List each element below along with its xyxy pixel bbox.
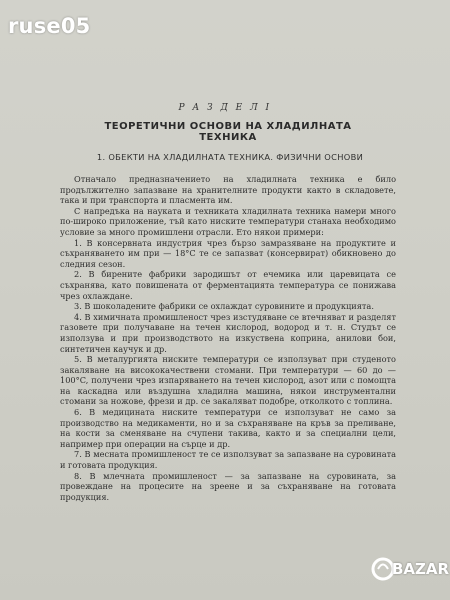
watermark: ruse05 xyxy=(8,14,91,38)
body-text xyxy=(60,174,396,502)
bazar-logo xyxy=(370,548,448,598)
paragraph: 4. В химичната промишленост чрез изстудяване се втечняват и разделят газовете при получаване на течен кислород, водород и т. н. Студът се използува и при производството на изкуствена коприна, анилови бои, синтетичен каучук и др. xyxy=(60,311,396,354)
bazar-logo-text: BAZAR xyxy=(392,560,450,578)
paragraph: 3. В шоколадените фабрики се охлаждат суровините и продукцията. xyxy=(74,301,374,312)
paragraph: Отначало предназначението на хладилната техника е било продължително запазване на хранителните продукти както в складовете, така и при транспорта и пласмента им. xyxy=(60,174,396,206)
paragraph: 5. В металургията ниските температури се използуват при студеното закаляване на висококачествени стомани. При температури — 60 до —100°C, получени чрез изпаряването на течен кислород, азот или с помощта на каскадна или въздушна хладилна машина, някои инструментални стомани за ножове, фрези и др. се закаляват подобре, отколкото с топлина. xyxy=(60,354,396,407)
paragraph: 2. В бирените фабрики зародишът от ечемика или царевицата се съхранява, като повишената от ферментацията температура се понижава чрез охлаждане. xyxy=(60,269,396,301)
subsection-title: 1. ОБЕКТИ НА ХЛАДИЛНАТА ТЕХНИКА. ФИЗИЧНИ ОСНОВИ xyxy=(96,152,364,162)
paragraph: 1. В консервната индустрия чрез бързо замразяване на продуктите и съхраняването им при — 18°C те се запазват (консервират) обикновено до следния сезон. xyxy=(60,237,396,269)
section-label: Р А З Д Е Л I xyxy=(178,103,272,113)
paragraph: 8. В млечната промишленост — за запазване на суровината, за провеждане на процесите на зреене и за съхраняване на готовата продукция. xyxy=(60,470,396,502)
paragraph: 6. В медицината ниските температури се използуват не само за производство на медикаменти, но и за съхраняване на кръв за преливане, на кости за сменяване на счупени такива, както и за специални цели, например при операции на сърце и др. xyxy=(60,407,396,449)
chapter-title: ТЕОРЕТИЧНИ ОСНОВИ НА ХЛАДИЛНАТА ТЕХНИКА xyxy=(104,121,352,143)
paragraph: С напредъка на науката и техниката хладилната техника намери много по-широко приложение, тъй като ниските температури станаха необходимо условие за много промишлени отрасли. Ето някои примери: xyxy=(60,205,396,237)
paragraph: 7. В месната промишленост те се използуват за запазване на суровината и готовата продукция. xyxy=(60,449,396,471)
